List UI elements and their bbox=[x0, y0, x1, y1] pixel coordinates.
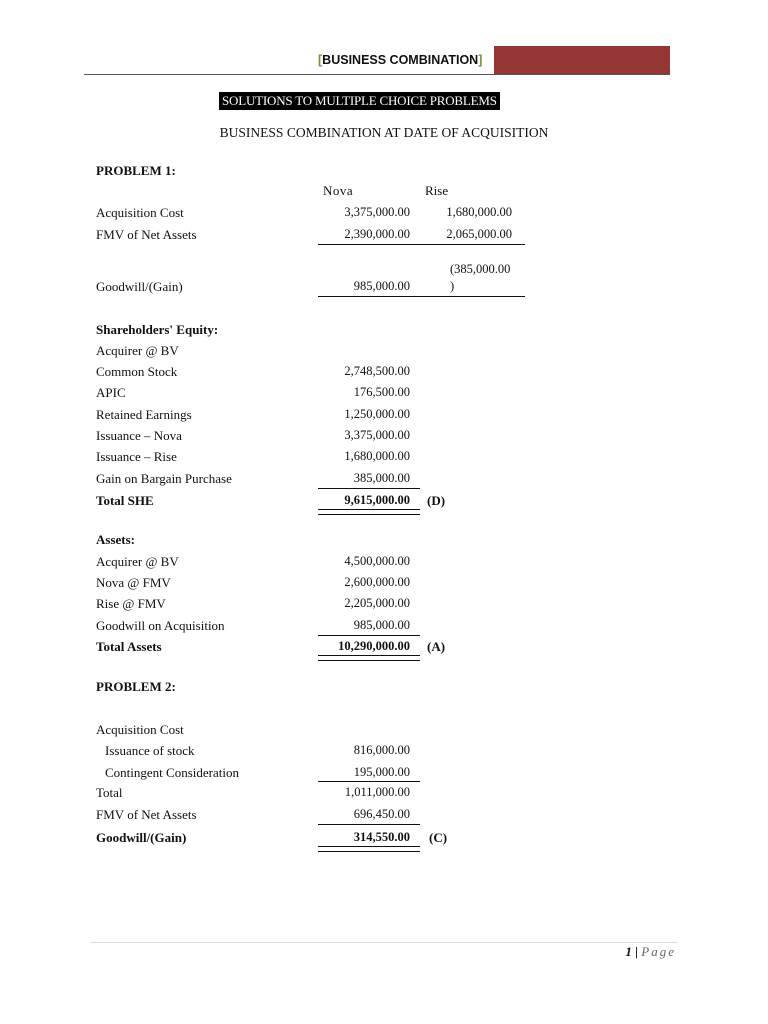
assets-row-label: Nova @ FMV bbox=[96, 575, 171, 590]
she-row-label: Issuance – Nova bbox=[96, 428, 182, 443]
assets-row-value: 985,000.00 bbox=[353, 618, 410, 632]
page-number: 1 bbox=[625, 944, 632, 959]
p2-row-value: 696,450.00 bbox=[353, 807, 410, 821]
assets-heading: Assets: bbox=[96, 532, 135, 547]
header-accent-block bbox=[494, 46, 670, 74]
she-row-value: 3,375,000.00 bbox=[344, 428, 410, 442]
goodwill-rise-line2: ) bbox=[450, 279, 455, 293]
assets-row-label: Acquirer @ BV bbox=[96, 554, 179, 569]
p2-row-label: Total bbox=[96, 785, 123, 800]
p2-fmv-rule bbox=[318, 824, 420, 825]
page-label: Page bbox=[641, 944, 676, 959]
assets-subtotal-rule bbox=[318, 635, 420, 636]
p2-goodwill-value: 314,550.00 bbox=[353, 830, 410, 844]
assets-total-double-rule bbox=[318, 655, 420, 661]
p2-row-value: 1,011,000.00 bbox=[344, 785, 410, 799]
p2-sum-rule bbox=[318, 781, 420, 782]
problem2-heading: PROBLEM 2: bbox=[96, 679, 176, 694]
goodwill-label: Goodwill/(Gain) bbox=[96, 279, 183, 294]
she-row-label: Acquirer @ BV bbox=[96, 343, 179, 358]
header-title: [BUSINESS COMBINATION] bbox=[318, 53, 483, 67]
she-total-double-rule bbox=[318, 509, 420, 515]
acq-cost-nova: 3,375,000.00 bbox=[344, 205, 410, 219]
problem1-heading: PROBLEM 1: bbox=[96, 163, 176, 178]
goodwill-nova: 985,000.00 bbox=[353, 279, 410, 293]
she-row-value: 1,680,000.00 bbox=[344, 449, 410, 463]
page-footer bbox=[625, 944, 676, 960]
she-total-label: Total SHE bbox=[96, 493, 154, 508]
fmv-label: FMV of Net Assets bbox=[96, 227, 197, 242]
she-row-label: Issuance – Rise bbox=[96, 449, 177, 464]
p2-row-label: Issuance of stock bbox=[105, 743, 195, 758]
footer-rule bbox=[90, 942, 678, 943]
p2-goodwill-label: Goodwill/(Gain) bbox=[96, 830, 187, 845]
p2-row-value: 816,000.00 bbox=[353, 743, 410, 757]
col-header-nova: Nova bbox=[323, 183, 354, 198]
assets-row-value: 2,205,000.00 bbox=[344, 596, 410, 610]
assets-row-value: 4,500,000.00 bbox=[344, 554, 410, 568]
p2-answer: (C) bbox=[429, 830, 448, 845]
fmv-underline bbox=[318, 244, 525, 245]
she-answer: (D) bbox=[427, 493, 446, 508]
she-total-value: 9,615,000.00 bbox=[344, 493, 410, 507]
assets-row-value: 2,600,000.00 bbox=[344, 575, 410, 589]
p2-row-label: Contingent Consideration bbox=[105, 765, 239, 780]
assets-row-label: Rise @ FMV bbox=[96, 596, 166, 611]
she-subtotal-rule bbox=[318, 488, 420, 489]
p2-acq-cost-label: Acquisition Cost bbox=[96, 722, 184, 737]
assets-answer: (A) bbox=[427, 639, 446, 654]
acq-cost-rise: 1,680,000.00 bbox=[446, 205, 512, 219]
assets-total-value: 10,290,000.00 bbox=[338, 639, 410, 653]
she-heading: Shareholders' Equity: bbox=[96, 322, 219, 337]
page-separator: | bbox=[631, 944, 642, 959]
fmv-rise: 2,065,000.00 bbox=[446, 227, 512, 241]
p2-goodwill-double-rule bbox=[318, 846, 420, 852]
assets-total-label: Total Assets bbox=[96, 639, 162, 654]
page-subtitle: BUSINESS COMBINATION AT DATE OF ACQUISITION bbox=[219, 125, 549, 140]
acq-cost-label: Acquisition Cost bbox=[96, 205, 184, 220]
p2-row-label: FMV of Net Assets bbox=[96, 807, 197, 822]
she-row-value: 2,748,500.00 bbox=[344, 364, 410, 378]
goodwill-rise-line1: (385,000.00 bbox=[450, 262, 511, 276]
p2-row-value: 195,000.00 bbox=[353, 765, 410, 779]
header-rule bbox=[84, 74, 670, 75]
she-row-label: Retained Earnings bbox=[96, 407, 192, 422]
she-row-value: 1,250,000.00 bbox=[344, 407, 410, 421]
she-row-label: APIC bbox=[96, 385, 126, 400]
solutions-banner: SOLUTIONS TO MULTIPLE CHOICE PROBLEMS bbox=[219, 92, 500, 110]
she-row-label: Gain on Bargain Purchase bbox=[96, 471, 232, 486]
col-header-rise: Rise bbox=[425, 183, 449, 198]
goodwill-underline bbox=[318, 296, 525, 297]
assets-row-label: Goodwill on Acquisition bbox=[96, 618, 225, 633]
she-row-value: 176,500.00 bbox=[353, 385, 410, 399]
she-row-value: 385,000.00 bbox=[353, 471, 410, 485]
fmv-nova: 2,390,000.00 bbox=[344, 227, 410, 241]
she-row-label: Common Stock bbox=[96, 364, 178, 379]
